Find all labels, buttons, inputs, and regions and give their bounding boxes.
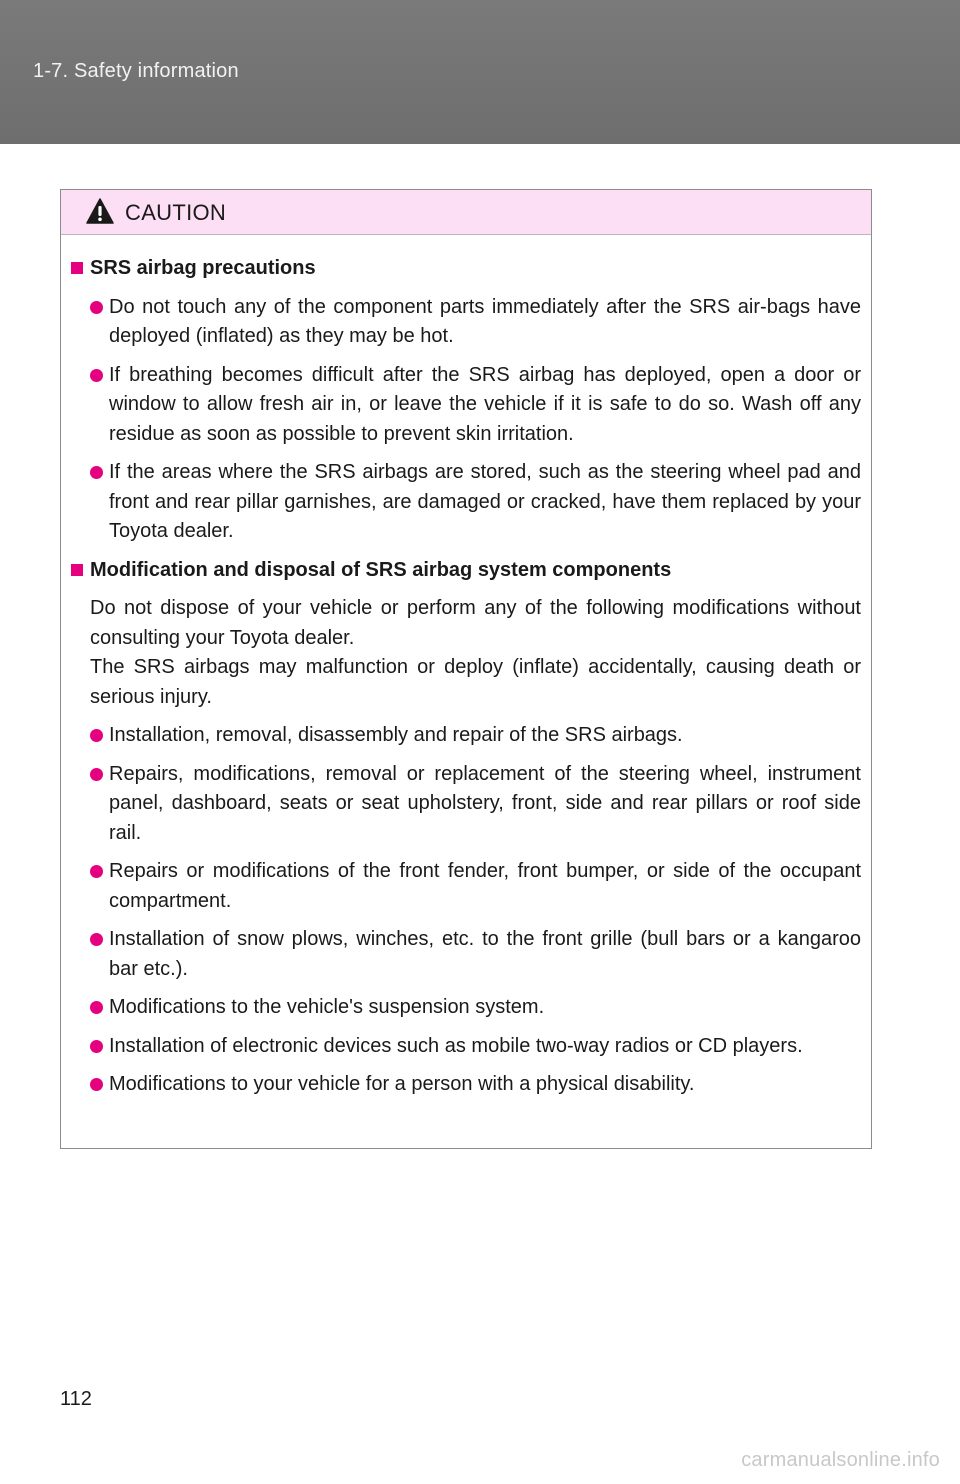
list-item-text: Installation of snow plows, winches, etc. to the front grille (bull bars or a kangaroo bar etc.). (109, 928, 861, 980)
round-bullet-icon (90, 1078, 103, 1091)
list-item-text: Modifications to your vehicle for a person with a physical disability. (109, 1073, 695, 1095)
list-item (70, 721, 861, 751)
warning-triangle-icon (86, 198, 114, 224)
subheading-text: SRS airbag precautions (90, 257, 316, 279)
round-bullet-icon (90, 768, 103, 781)
intro-paragraph (70, 594, 861, 712)
round-bullet-icon (90, 466, 103, 479)
watermark-text: carmanualsonline.info (741, 1449, 940, 1471)
list-item-text: Installation of electronic devices such as mobile two-way radios or CD players. (109, 1034, 803, 1057)
intro-line-2: The SRS airbags may malfunction or deploy (inflate) accidentally, causing death or serious injury. (90, 656, 861, 708)
caution-header (61, 190, 871, 235)
round-bullet-icon (90, 1040, 103, 1053)
round-bullet-icon (90, 301, 103, 314)
list-item (70, 925, 861, 984)
list-item (70, 458, 861, 547)
list-item-text: If breathing becomes difficult after the SRS airbag has deployed, open a door or window to allow fresh air in, or leave the vehicle if it is safe to do so. Wash off any residue as soon as possible to prevent skin irritation. (109, 363, 861, 445)
list-item-text: Repairs, modifications, removal or replacement of the steering wheel, instrument panel, dashboard, seats or seat upholstery, front, side and rear pillars or roof side rail. (109, 762, 861, 844)
subheading-srs-airbag-precautions (70, 254, 861, 284)
caution-body (61, 234, 873, 1109)
caution-box (60, 189, 872, 1149)
page-number: 112 (60, 1388, 92, 1410)
caution-label: CAUTION (125, 200, 227, 225)
round-bullet-icon (90, 1001, 103, 1014)
list-item (70, 760, 861, 849)
list-item-text: Repairs or modifications of the front fender, front bumper, or side of the occupant compartment. (109, 860, 861, 912)
list-item (70, 361, 861, 450)
list-item (70, 1070, 861, 1100)
intro-line-1: Do not dispose of your vehicle or perform any of the following modifications without consulting your Toyota dealer. (90, 597, 861, 649)
subheading-text: Modification and disposal of SRS airbag system components (90, 558, 672, 581)
square-bullet-icon (71, 262, 83, 274)
round-bullet-icon (90, 933, 103, 946)
list-item (70, 1032, 861, 1062)
square-bullet-icon (71, 564, 83, 576)
list-item-text: Modifications to the vehicle's suspension system. (109, 996, 545, 1018)
section-title: 1-7. Safety information (33, 60, 239, 82)
round-bullet-icon (90, 865, 103, 878)
subheading-modification-disposal (70, 556, 861, 586)
list-item (70, 857, 861, 916)
list-item (70, 293, 861, 352)
list-item-text: Do not touch any of the component parts immediately after the SRS air-bags have deployed (inflated) as they may be hot. (109, 295, 861, 347)
round-bullet-icon (90, 729, 103, 742)
list-item-text: Installation, removal, disassembly and repair of the SRS airbags. (109, 724, 683, 746)
chapter-header-band (0, 0, 960, 144)
list-item (70, 993, 861, 1023)
list-item-text: If the areas where the SRS airbags are stored, such as the steering wheel pad and front and rear pillar garnishes, are damaged or cracked, have them replaced by your Toyota dealer. (109, 461, 861, 542)
round-bullet-icon (90, 369, 103, 382)
